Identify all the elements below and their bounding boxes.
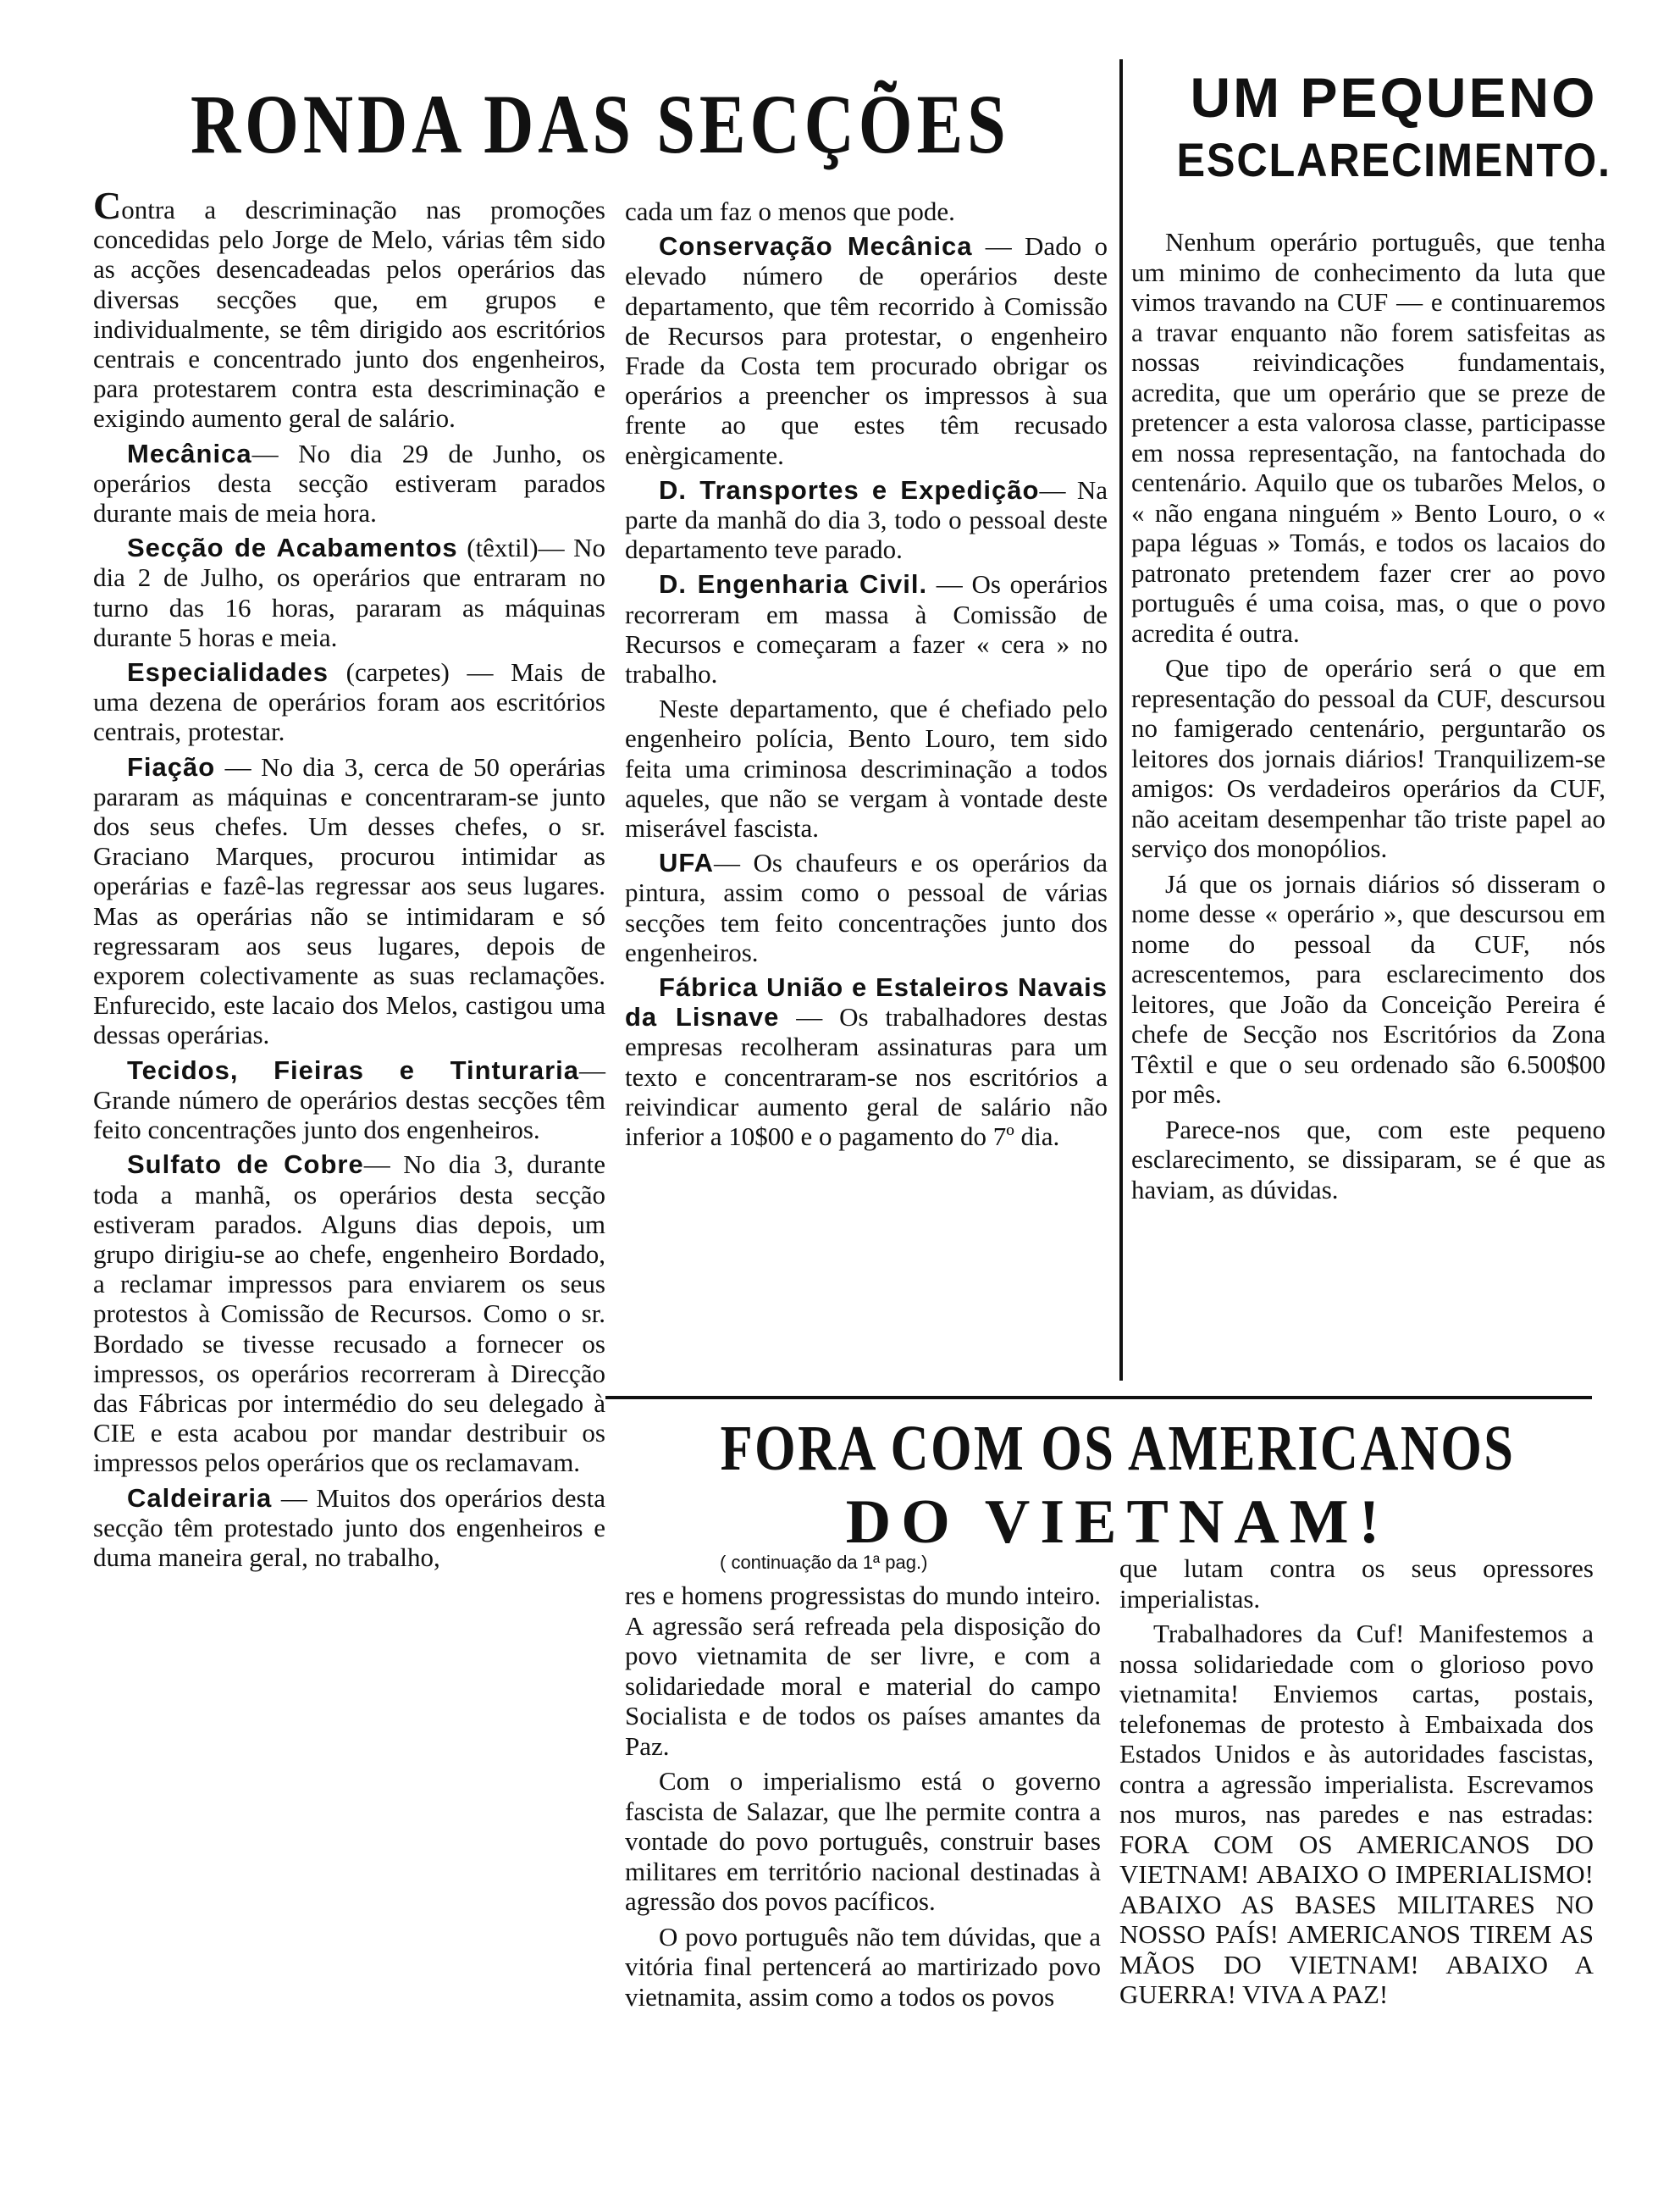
- paragraph: Contra a descriminação nas promoções concedidas pelo Jorge de Melo, várias têm sido as acções desencadeadas pelos operários das diversas secções que, em grupos e individualmente, se têm dirigido aos escritórios centrais e concentrado junto dos engenheiros, para protestarem contra esta descriminação e exigindo aumento geral de salário.: [93, 184, 605, 434]
- paragraph: que lutam contra os seus opressores imperialistas.: [1119, 1553, 1594, 1614]
- headline-bottom-line2: DO VIETNAM!: [845, 1487, 1390, 1557]
- paragraph: Fábrica União e Estaleiros Navais da Lisnave — Os trabalhadores destas empresas recolheram assinaturas para um texto e concentraram-se nos escritórios a reivindicar aumento geral de salário não inferior a 10$00 e o pagamento do 7º dia.: [625, 972, 1108, 1152]
- section-heading: D. Transportes e Expedição: [659, 474, 1040, 505]
- paragraph: Caldeiraria — Muitos dos operários desta secção têm protestado junto dos engenheiros e duma maneira geral, no trabalho,: [93, 1482, 605, 1572]
- headline-bottom-line1: FORA COM OS AMERICANOS: [720, 1413, 1516, 1484]
- paragraph: Conservação Mecânica — Dado o elevado número de operários deste departamento, que têm recorrido à Comissão de Recursos para protestar, o engenheiro Frade da Costa tem procurado obrigar os operários a preencher os impressos à sua frente ao que estes têm recusado enèrgicamente.: [625, 231, 1108, 470]
- paragraph: Sulfato de Cobre— No dia 3, durante toda a manhã, os operários desta secção estiveram parados. Alguns dias depois, um grupo dirigiu-se ao chefe, engenheiro Bordado, a reclamar impressos para enviarem os seus protestos à Comissão de Recursos. Como o sr. Bordado se tivesse recusado a fornecer os impressos, os operários recorreram à Direcção das Fábricas por intermédio do seu delegado à CIE e esta acabou por mandar destribuir os impressos pelos operários que os reclamavam.: [93, 1149, 605, 1478]
- article-column-2: [625, 197, 1108, 1156]
- paragraph: D. Transportes e Expedição— Na parte da manhã do dia 3, todo o pessoal deste departamento teve parado.: [625, 474, 1108, 565]
- headline-fora-com-os-americanos: [627, 1410, 1609, 1558]
- paragraph: Mecânica— No dia 29 de Junho, os operários desta secção estiveram parados durante mais de meia hora.: [93, 438, 605, 529]
- paragraph: Especialidades (carpetes) — Mais de uma dezena de operários foram aos escritórios centrais, protestar.: [93, 657, 605, 747]
- section-heading: Mecânica: [127, 438, 252, 468]
- section-heading: Sulfato de Cobre: [127, 1149, 364, 1180]
- headline-um-pequeno-esclarecimento: [1131, 64, 1656, 190]
- section-heading: Caldeiraria: [127, 1482, 273, 1513]
- section-heading: Tecidos, Fieiras e Tinturaria: [127, 1055, 579, 1085]
- drop-cap: C: [93, 184, 122, 227]
- paragraph: res e homens progressistas do mundo inteiro. A agressão será refreada pela disposição do povo vietnamita de ser livre, e com a solidariedade moral e material do campo Socialista e de todos os países amantes da Paz.: [625, 1581, 1101, 1761]
- article-column-5: [1119, 1553, 1594, 2015]
- paragraph: O povo português não tem dúvidas, que a vitória final pertencerá ao martirizado povo vietnamita, assim como a todos os povos: [625, 1921, 1101, 2012]
- paragraph: Parece-nos que, com este pequeno esclarecimento, se dissiparam, se é que as haviam, as dúvidas.: [1131, 1114, 1605, 1204]
- article-column-3: [1131, 227, 1605, 1210]
- paragraph: Que tipo de operário será o que em representação do pessoal da CUF, descursou no famigerado centenário, perguntarão os leitores dos jornais diários! Tranquilizem-se amigos: Os verdadeiros operários da CUF, não aceitam desempenhar tão triste papel ao serviço dos monopólios.: [1131, 653, 1605, 863]
- paragraph: Fiação — No dia 3, cerca de 50 operárias pararam as máquinas e concentraram-se junto dos seus chefes. Um desses chefes, o sr. Graciano Marques, procurou intimidar as operárias e fazê-las regressar aos seus lugares. Mas as operárias não se intimidaram e só regressaram aos seus lugares, depois de exporem colectivamente as suas reclamações. Enfurecido, este lacaio dos Melos, castigou uma dessas operárias.: [93, 751, 605, 1050]
- section-divider-horizontal: [605, 1396, 1592, 1399]
- section-heading: Conservação Mecânica: [659, 231, 973, 262]
- section-heading: Fiação: [127, 751, 216, 782]
- paragraph: Com o imperialismo está o governo fascista de Salazar, que lhe permite contra a vontade do povo português, construir bases militares em território nacional destinadas à agressão dos povos pacíficos.: [625, 1766, 1101, 1916]
- section-heading: Secção de Acabamentos: [127, 533, 458, 563]
- article-column-1: [93, 184, 605, 1577]
- paragraph: cada um faz o menos que pode.: [625, 197, 955, 226]
- continuation-note: ( continuação da 1ª pag.): [720, 1552, 928, 1573]
- article-column-4: [625, 1581, 1101, 2017]
- headline-right-line1: UM PEQUENO: [1190, 66, 1598, 129]
- paragraph: Nenhum operário português, que tenha um minimo de conhecimento da luta que vimos travando na CUF — e continuaremos a travar enquanto não forem satisfeitas as nossas reivindicações fundamentais, acredita, que um operário que se preze de pretencer a esta valorosa classe, participasse em nossa representação, na fantochada do centenário. Aquilo que os tubarões Melos, o « não engana ninguém » Bento Louro, o « papa léguas » Tomás, e todos os lacaios do patronato pretendem fazer crer ao povo português é uma coisa, mas, o que o povo acredita é outra.: [1131, 227, 1605, 648]
- headline-ronda-das-seccoes: RONDA DAS SECÇÕES: [191, 77, 1010, 171]
- column-divider-vertical: [1119, 59, 1123, 1381]
- paragraph: Neste departamento, que é chefiado pelo engenheiro polícia, Bento Louro, tem sido feita uma criminosa descriminação a todos aqueles, que não se vergam à vontade deste miserável fascista.: [625, 694, 1108, 844]
- paragraph: Tecidos, Fieiras e Tinturaria— Grande número de operários destas secções têm feito concentrações junto dos engenheiros.: [93, 1055, 605, 1145]
- section-heading: Especialidades: [127, 657, 329, 688]
- paragraph: Já que os jornais diários só disseram o nome desse « operário », que descursou em nome do pessoal da CUF, nós acrescentemos, para esclarecimento dos leitores, que João da Conceição Pereira é chefe de Secção nos Escritórios da Zona Têxtil e que o seu ordenado são 6.500$00 por mês.: [1131, 868, 1605, 1109]
- paragraph: D. Engenharia Civil. — Os operários recorreram em massa à Comissão de Recursos e começaram a fazer « cera » no trabalho.: [625, 569, 1108, 689]
- paragraph: Secção de Acabamentos (têxtil)— No dia 2 de Julho, os operários que entraram no turno das 16 horas, pararam as máquinas durante 5 horas e meia.: [93, 533, 605, 652]
- headline-right-line2: ESCLARECIMENTO.: [1176, 133, 1611, 186]
- section-heading: D. Engenharia Civil.: [659, 569, 928, 600]
- section-heading: UFA: [659, 848, 714, 878]
- section-heading: Fábrica União e Estaleiros Navais da Lisnave: [625, 972, 1108, 1033]
- paragraph: Trabalhadores da Cuf! Manifestemos a nossa solidariedade com o glorioso povo vietnamita! Enviemos cartas, postais, telefonemas de protesto à Embaixada dos Estados Unidos e às autoridades fascistas, contra a agressão imperialista. Escrevamos nos muros, nas paredes e nas estradas: FORA COM OS AMERICANOS DO VIETNAM! ABAIXO O IMPERIALISMO! ABAIXO AS BASES MILITARES NO NOSSO PAÍS! AMERICANOS TIREM AS MÃOS DO VIETNAM! ABAIXO A GUERRA! VIVA A PAZ!: [1119, 1619, 1594, 2009]
- paragraph: UFA— Os chaufeurs e os operários da pintura, assim como o pessoal de várias secções tem feito concentrações junto dos engenheiros.: [625, 848, 1108, 967]
